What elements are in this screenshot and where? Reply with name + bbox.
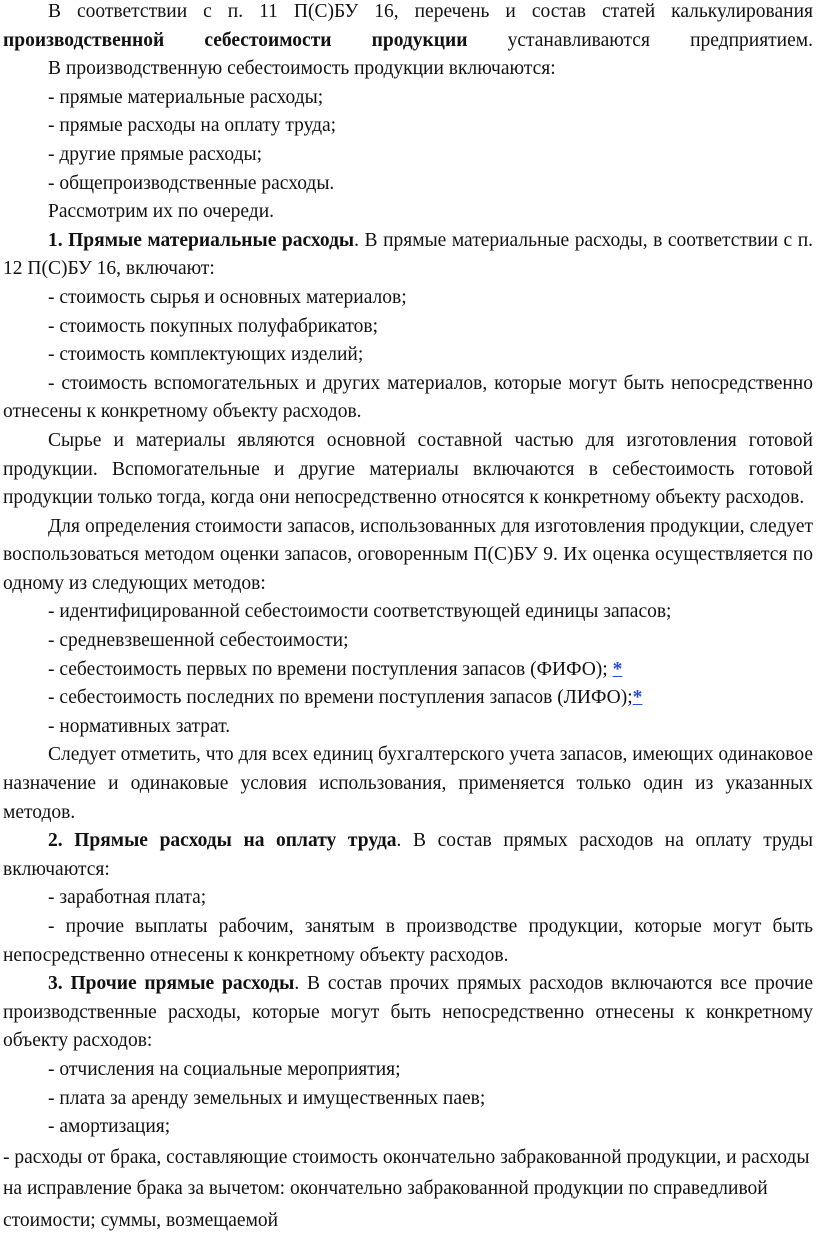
list-item: - стоимость сырья и основных материалов;: [48, 286, 407, 308]
section-heading: 2. Прямые расходы на оплату труда: [48, 830, 397, 852]
list-item: - прямые расходы на оплату труда;: [48, 115, 337, 137]
paragraph-includes: В производственную себестоимость продукции включаются:: [48, 58, 556, 80]
list-item-fifo: - себестоимость первых по времени поступления запасов (ФИФО); *: [48, 658, 623, 680]
paragraph-raw-materials: Сырье и материалы являются основной составной частью для изготовления готовой продукции. Вспомогательные и другие материалы включаются в себестоимость готовой продукции только тогда, когда они непосредственно относятся к конкретному объекту расходов.: [3, 429, 813, 509]
paragraph-note: Следует отметить, что для всех единиц бухгалтерского учета запасов, имеющих одинаковое назначение и одинаковые условия использования, применяется только один из указанных методов.: [3, 744, 813, 823]
section-heading: 3. Прочие прямые расходы: [48, 973, 295, 995]
list-item: - другие прямые расходы;: [48, 143, 263, 165]
list-item: - средневзвешенной себестоимости;: [48, 630, 349, 652]
list-item: - идентифицированной себестоимости соответствующей единицы запасов;: [48, 601, 672, 623]
list-item: - стоимость комплектующих изделий;: [48, 344, 364, 366]
list-item: - стоимость вспомогательных и других материалов, которые могут быть непосредственно отнесены к конкретному объекту расходов.: [3, 372, 813, 423]
paragraph-in-order: Рассмотрим их по очереди.: [48, 201, 275, 223]
list-item: - заработная плата;: [48, 887, 207, 909]
section-other-direct: 3. Прочие прямые расходы. В состав прочих прямых расходов включаются все прочие производственные расходы, которые могут быть непосредственно отнесены к конкретному объекту расходов:: [3, 973, 814, 1052]
section-direct-labor: 2. Прямые расходы на оплату труда. В состав прямых расходов на оплату труды включаются:: [3, 830, 813, 880]
list-item: - общепроизводственные расходы.: [48, 172, 335, 194]
footnote-link[interactable]: *: [612, 658, 623, 680]
list-item-lifo: - себестоимость последних по времени поступления запасов (ЛИФО);*: [48, 687, 643, 709]
paragraph-intro: В соответствии с п. 11 П(С)БУ 16, перечень и состав статей калькулирования производственной себестоимости продукции устанавливаются предприятием.: [3, 1, 813, 51]
paragraph-inventory-valuation: Для определения стоимости запасов, использованных для изготовления продукции, следует воспользоваться методом оценки запасов, оговоренным П(С)БУ 9. Их оценка осуществляется по одному из следующих методов:: [3, 515, 813, 594]
list-item: - стоимость покупных полуфабрикатов;: [48, 315, 379, 337]
footnote-link[interactable]: *: [632, 687, 643, 709]
list-item: - нормативных затрат.: [48, 715, 231, 737]
section-heading: 1. Прямые материальные расходы: [48, 229, 355, 251]
list-item: - прочие выплаты рабочим, занятым в производстве продукции, которые могут быть непосредственно отнесены к конкретному объекту расходов.: [3, 916, 813, 966]
bold-term: производственной себестоимости продукции: [3, 29, 468, 51]
section-direct-materials: 1. Прямые материальные расходы. В прямые материальные расходы, в соответствии с п. 12 П(С)БУ 16, включают:: [3, 229, 814, 280]
paragraph-defects: - расходы от брака, составляющие стоимость окончательно забракованной продукции, и расходы на исправление брака за вычетом: окончательно забракованной продукции по справедливой стоимости; суммы, возмещаемой: [3, 1146, 810, 1232]
list-item: - плата за аренду земельных и имущественных паев;: [48, 1087, 486, 1109]
list-item: - прямые материальные расходы;: [48, 86, 324, 108]
list-item: - амортизация;: [48, 1116, 171, 1138]
document-page: [3, 0, 813, 1237]
list-item: - отчисления на социальные мероприятия;: [48, 1058, 401, 1080]
